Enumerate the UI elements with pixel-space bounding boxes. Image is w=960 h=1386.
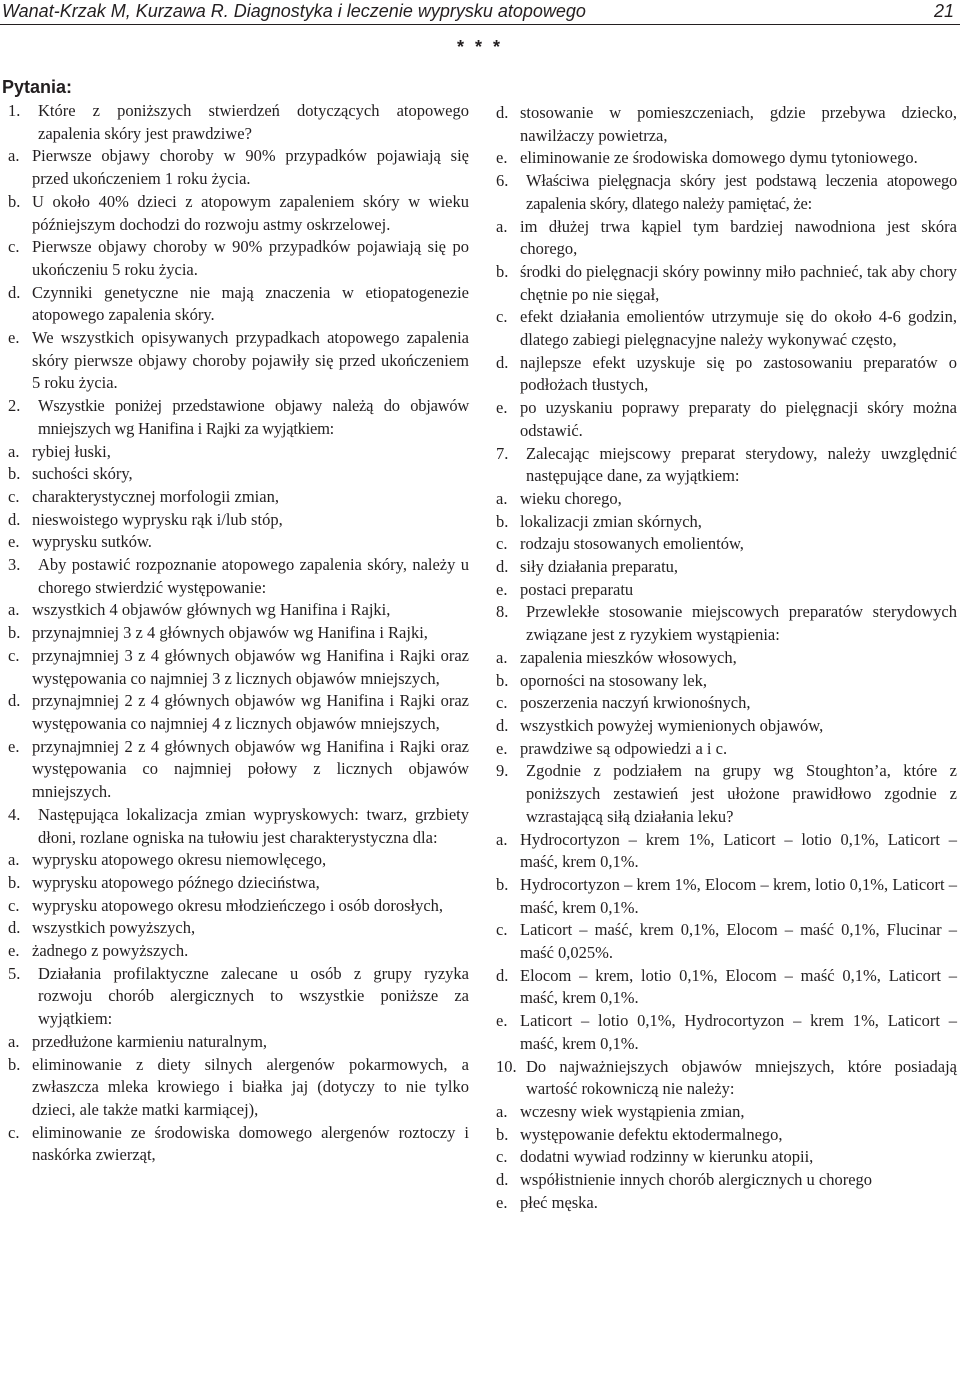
question-text: Zalecając miejscowy preparat sterydowy, należy uwzględnić następujące dane, za wyjątkiem: <box>526 443 957 486</box>
option-letter: a. <box>496 216 508 236</box>
option-text: płeć męska. <box>520 1192 598 1212</box>
question-10 <box>496 1056 957 1215</box>
option-text: wyprysku atopowego okresu młodzieńczego i osób dorosłych, <box>32 895 444 915</box>
answer-option <box>496 147 957 170</box>
question-2 <box>8 395 469 554</box>
option-letter: a. <box>496 488 508 508</box>
answer-option <box>496 1192 957 1215</box>
answer-option <box>496 1010 957 1055</box>
question-text: Aby postawić rozpoznanie atopowego zapalenia skóry, należy u chorego stwierdzić występowanie: <box>38 555 469 597</box>
answer-option <box>8 849 469 872</box>
answer-option <box>496 556 957 579</box>
option-letter: a. <box>8 600 20 620</box>
answer-option <box>496 352 957 397</box>
question-number: 2. <box>8 396 21 416</box>
option-text: eliminowanie z diety silnych alergenów pokarmowych, a zwłaszcza mleka krowiego i białka jaj (dotyczy to nie tylko dzieci, ale także matki karmiącej), <box>32 1054 469 1119</box>
answer-option <box>496 919 957 964</box>
answer-option <box>496 874 957 919</box>
option-text: stosowanie w pomieszczeniach, gdzie przebywa dziecko, nawilżaczy powietrza, <box>520 103 957 145</box>
option-letter: c. <box>496 920 508 940</box>
option-text: współistnienie innych chorób alergicznych u chorego <box>520 1170 873 1190</box>
option-letter: b. <box>8 872 21 892</box>
option-letter: d. <box>8 918 21 938</box>
question-5-continued <box>496 102 957 170</box>
option-text: po uzyskaniu poprawy preparaty do pielęgnacji skóry można odstawić. <box>520 398 957 440</box>
question-number: 4. <box>8 804 21 824</box>
option-text: Elocom – krem, lotio 0,1%, Elocom – maść 0,1%, Laticort – maść, krem 0,1%. <box>520 965 957 1008</box>
question-8 <box>496 601 957 760</box>
option-letter: a. <box>496 829 508 849</box>
option-letter: a. <box>8 1031 20 1051</box>
answer-option <box>8 509 469 532</box>
answer-option <box>496 1169 957 1192</box>
option-letter: b. <box>496 874 509 894</box>
answer-option <box>8 282 469 327</box>
option-letter: c. <box>8 486 20 506</box>
option-text: prawdziwe są odpowiedzi a i c. <box>520 738 728 758</box>
option-letter: e. <box>496 1011 508 1031</box>
option-text: nieswoistego wyprysku rąk i/lub stóp, <box>32 509 283 529</box>
option-text: siły działania preparatu, <box>520 557 679 577</box>
page-header <box>0 0 960 26</box>
option-letter: e. <box>496 1192 508 1212</box>
answer-option <box>8 599 469 622</box>
header-rule <box>0 24 960 25</box>
option-text: przynajmniej 2 z 4 głównych objawów wg Hanifina i Rajki oraz występowania co najmniej połowy z licznych objawów mniejszych. <box>32 736 469 802</box>
answer-option <box>496 397 957 442</box>
option-letter: e. <box>496 738 508 758</box>
option-text: przedłużone karmieniu naturalnym, <box>32 1031 268 1051</box>
option-letter: d. <box>496 965 509 985</box>
option-letter: e. <box>496 148 508 168</box>
option-letter: e. <box>8 736 20 756</box>
question-text: Następująca lokalizacja zmian wypryskowych: twarz, grzbiety dłoni, rozlane ogniska na tułowiu jest charakterystyczna dla: <box>38 804 469 847</box>
answer-option <box>496 261 957 306</box>
option-text: wyprysku sutków. <box>32 532 152 552</box>
question-text: Działania profilaktyczne zalecane u osób z grupy ryzyka rozwoju chorób alergicznych to wszystkie poniższe za wyjątkiem: <box>38 963 469 1029</box>
option-text: suchości skóry, <box>32 464 133 484</box>
question-5 <box>8 963 469 1167</box>
option-letter: a. <box>8 850 20 870</box>
option-text: środki do pielęgnacji skóry powinny miło pachnieć, tak aby chory chętnie po nie sięgał, <box>520 261 957 304</box>
answer-option <box>8 327 469 395</box>
answer-option <box>496 102 957 147</box>
question-number: 3. <box>8 555 21 575</box>
option-letter: b. <box>496 261 509 281</box>
option-letter: a. <box>496 647 508 667</box>
answer-option <box>496 216 957 261</box>
question-9 <box>496 760 957 1055</box>
question-3 <box>8 554 469 804</box>
answer-option <box>496 579 957 602</box>
option-letter: e. <box>8 941 20 961</box>
answer-option <box>8 236 469 281</box>
option-text: Czynniki genetyczne nie mają znaczenia w etiopatogenezie atopowego zapalenia skóry. <box>32 282 469 325</box>
question-6 <box>496 170 957 442</box>
option-text: dodatni wywiad rodzinny w kierunku atopii, <box>520 1147 814 1167</box>
option-text: Laticort – maść, krem 0,1%, Elocom – maść 0,1%, Flucinar – maść 0,025%. <box>520 920 957 963</box>
option-letter: b. <box>496 1124 509 1144</box>
answer-option <box>496 511 957 534</box>
option-text: efekt działania emolientów utrzymuje się do około 4-6 godzin, dlatego zabiegi pielęgnacyjne należy wykonywać często, <box>520 307 957 350</box>
answer-option <box>8 145 469 190</box>
option-letter: a. <box>8 441 20 461</box>
option-text: poszerzenia naczyń krwionośnych, <box>520 693 751 713</box>
question-number: 5. <box>8 963 21 983</box>
option-letter: b. <box>8 464 21 484</box>
question-text: Które z poniższych stwierdzeń dotyczących atopowego zapalenia skóry jest prawdziwe? <box>38 101 469 143</box>
option-letter: d. <box>8 691 21 711</box>
answer-option <box>496 1101 957 1124</box>
option-text: Pierwsze objawy choroby w 90% przypadków pojawiają się przed ukończeniem 1 roku życia. <box>32 146 469 189</box>
answer-option <box>496 1146 957 1169</box>
option-text: przynajmniej 3 z 4 głównych objawów wg Hanifina i Rajki, <box>32 623 428 643</box>
option-letter: d. <box>8 509 21 529</box>
answer-option <box>496 533 957 556</box>
option-text: Pierwsze objawy choroby w 90% przypadków pojawiają się po ukończeniu 5 roku życia. <box>32 237 469 279</box>
answer-option <box>8 191 469 236</box>
running-title: Wanat-Krzak M, Kurzawa R. Diagnostyka i leczenie wyprysku atopowego <box>2 1 586 21</box>
answer-option <box>496 647 957 670</box>
answer-option <box>496 738 957 761</box>
option-letter: d. <box>496 352 509 372</box>
option-text: zapalenia mieszków włosowych, <box>520 647 737 667</box>
option-text: wieku chorego, <box>520 488 622 508</box>
option-text: U około 40% dzieci z atopowym zapaleniem skóry w wieku późniejszym dochodzi do rozwoju astmy oskrzelowej. <box>32 191 469 234</box>
option-text: wyprysku atopowego późnego dzieciństwa, <box>32 872 320 892</box>
answer-option <box>496 306 957 351</box>
option-letter: c. <box>496 534 508 554</box>
option-text: Hydrocortyzon – krem 1%, Elocom – krem, lotio 0,1%, Laticort – maść, krem 0,1%. <box>520 874 957 917</box>
option-letter: e. <box>8 532 20 552</box>
option-letter: a. <box>8 146 20 166</box>
option-text: przynajmniej 3 z 4 głównych objawów wg Hanifina i Rajki oraz występowania co najmniej 3 z licznych objawów mniejszych, <box>32 645 469 688</box>
question-text: Przewlekłe stosowanie miejscowych preparatów sterydowych związane jest z ryzykiem wystąpienia: <box>526 602 957 645</box>
question-text: Zgodnie z podziałem na grupy wg Stoughton’a, które z poniższych zestawień jest ułożone prawidłowo zgodnie z wzrastającą siłą działania leku? <box>526 761 957 826</box>
question-text: Do najważniejszych objawów mniejszych, które posiadają wartość rokowniczą nie należy: <box>526 1056 957 1099</box>
option-text: Hydrocortyzon – krem 1%, Laticort – lotio 0,1%, Laticort – maść, krem 0,1%. <box>520 829 957 872</box>
answer-option <box>8 872 469 895</box>
answer-option <box>8 645 469 690</box>
option-text: postaci preparatu <box>520 579 634 599</box>
option-letter: c. <box>8 895 20 915</box>
answer-option <box>496 715 957 738</box>
option-letter: d. <box>496 557 509 577</box>
option-letter: b. <box>8 623 21 643</box>
answer-option <box>496 488 957 511</box>
option-text: eliminowanie ze środowiska domowego dymu tytoniowego. <box>520 148 918 168</box>
option-letter: c. <box>496 307 508 327</box>
option-letter: e. <box>496 398 508 418</box>
option-letter: b. <box>496 670 509 690</box>
option-letter: a. <box>496 1101 508 1121</box>
option-letter: c. <box>8 237 20 257</box>
option-text: przynajmniej 2 z 4 głównych objawów wg Hanifina i Rajki oraz występowania co najmniej 4 z licznych objawów mniejszych, <box>32 691 469 733</box>
answer-option <box>496 670 957 693</box>
answer-option <box>8 486 469 509</box>
answer-option <box>496 829 957 874</box>
option-text: żadnego z powyższych. <box>32 941 189 961</box>
option-letter: c. <box>496 693 508 713</box>
question-number: 10. <box>496 1056 517 1076</box>
option-letter: e. <box>496 579 508 599</box>
answer-option <box>8 441 469 464</box>
answer-option <box>8 690 469 735</box>
answer-option <box>8 463 469 486</box>
option-letter: c. <box>8 1122 20 1142</box>
answer-option <box>8 1031 469 1054</box>
option-text: wyprysku atopowego okresu niemowlęcego, <box>32 850 327 870</box>
question-number: 1. <box>8 101 21 120</box>
answer-option <box>8 531 469 554</box>
option-letter: d. <box>496 1170 509 1190</box>
option-text: wczesny wiek wystąpienia zmian, <box>520 1101 745 1121</box>
answer-option <box>496 965 957 1010</box>
option-letter: d. <box>8 282 21 302</box>
option-text: We wszystkich opisywanych przypadkach atopowego zapalenia skóry pierwsze objawy choroby pojawiły się przed ukończeniem 5 roku życia. <box>32 328 469 393</box>
answer-option <box>8 917 469 940</box>
option-letter: c. <box>496 1147 508 1167</box>
question-text: Wszystkie poniżej przedstawione objawy należą do objawów mniejszych wg Hanifina i Rajki za wyjątkiem: <box>38 396 469 438</box>
option-text: Laticort – lotio 0,1%, Hydrocortyzon – krem 1%, Laticort – maść, krem 0,1%. <box>520 1011 957 1053</box>
option-text: występowanie defektu ektodermalnego, <box>520 1124 783 1144</box>
option-text: rybiej łuski, <box>32 441 111 461</box>
question-7 <box>496 443 957 602</box>
option-text: wszystkich powyżej wymienionych objawów, <box>520 715 824 735</box>
question-number: 7. <box>496 443 509 463</box>
answer-option <box>496 692 957 715</box>
question-4 <box>8 804 469 963</box>
option-letter: b. <box>496 511 509 531</box>
option-letter: d. <box>496 715 509 735</box>
question-1 <box>8 100 469 395</box>
option-letter: b. <box>8 191 21 211</box>
page-number: 21 <box>933 1 954 21</box>
option-text: najlepsze efekt uzyskuje się po zastosowaniu preparatów o podłożach tłustych, <box>520 352 957 395</box>
option-text: wszystkich 4 objawów głównych wg Hanifina i Rajki, <box>32 600 391 620</box>
option-letter: d. <box>496 103 509 122</box>
option-text: rodzaju stosowanych emolientów, <box>520 534 744 554</box>
section-separator: * * * <box>456 37 504 57</box>
option-letter: b. <box>8 1054 21 1074</box>
question-number: 9. <box>496 761 509 781</box>
question-number: 6. <box>496 171 509 191</box>
option-text: oporności na stosowany lek, <box>520 670 707 690</box>
answer-option <box>8 622 469 645</box>
option-text: im dłużej trwa kąpiel tym bardziej nawodniona jest skóra chorego, <box>520 216 957 259</box>
option-text: charakterystycznej morfologii zmian, <box>32 486 279 506</box>
section-heading: Pytania: <box>2 77 73 97</box>
answer-option <box>496 1124 957 1147</box>
answer-option <box>8 895 469 918</box>
option-text: eliminowanie ze środowiska domowego alergenów roztoczy i naskórka zwierząt, <box>32 1122 469 1165</box>
right-column <box>496 102 957 1214</box>
option-text: wszystkich powyższych, <box>32 918 196 938</box>
question-text: Właściwa pielęgnacja skóry jest podstawą leczenia atopowego zapalenia skóry, dlatego należy pamiętać, że: <box>526 171 957 213</box>
answer-option <box>8 940 469 963</box>
question-number: 8. <box>496 602 509 622</box>
left-column <box>8 100 469 1167</box>
option-letter: c. <box>8 645 20 665</box>
answer-option <box>8 1054 469 1122</box>
answer-option <box>8 736 469 804</box>
answer-option <box>8 1122 469 1167</box>
option-text: lokalizacji zmian skórnych, <box>520 511 702 531</box>
option-letter: e. <box>8 328 20 348</box>
